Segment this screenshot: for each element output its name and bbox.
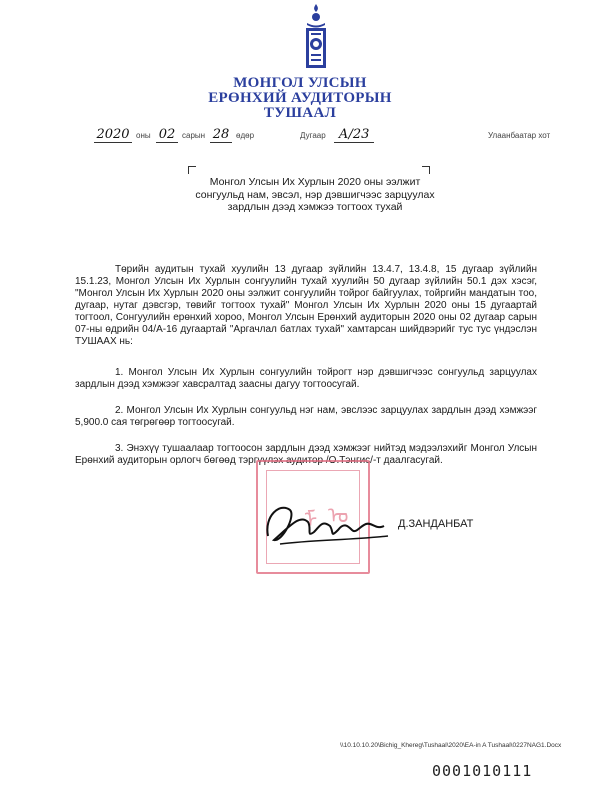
date-day-suffix: өдөр [236,131,255,140]
date-month-suffix: сарын [182,131,206,140]
date-number-line [90,127,590,147]
date-day: 28 [210,127,232,143]
order-number: А/23 [334,127,374,143]
date-year-suffix: оны [136,131,151,140]
handwritten-signature [260,496,400,556]
order-number-label: Дугаар [300,131,326,140]
official-stamp: ᠊ ᠮ ᠤ [256,460,370,574]
subject-bracket-left [188,166,196,174]
date-year: 2020 [94,127,132,143]
soyombo-emblem-icon [302,4,330,70]
subject-line1: Монгол Улсын Их Хурлын 2020 оны ээлжит [209,176,421,188]
order-preamble: Төрийн аудитын тухай хуулийн 13 дугаар зүйлийн 13.4.7, 13.4.8, 15 дугаар зүйлийн 15.1.23, Монгол Улсын Их Хурлын сонгуулийн тухай хуулийн 50 дугаар зүйлийн 50.1 дэх хэсэг, "Монгол Улсын Их Хурлын 2020 оны ээлжит сонгуулийн тойрог байгуулах, тойргийн мандатын тоо, дугаар, нутаг дэвсгэр, төвийг тогтоох тухай" Монгол Улсын Их Хурлын 2020 оны 15 дугаартай тогтоол, Сонгуулийн ерөнхий хороо, Монгол Улсын Ерөнхий аудиторын 2020 оны 02 дугаар сарын 07-ны өдрийн 04/А-16 дугаартай "Аргачлал батлах тухай" хамтарсан шийдвэрийг тус тус үндэслэн ТУШААХ нь: [75,264,537,347]
order-subject [180,176,450,214]
signer-name: Д.ЗАНДАНБАТ [398,518,474,530]
order-item-3: 3. Энэхүү тушаалаар тогтоосон зардлын дээд хэмжээг нийтэд мэдээлэхийг Монгол Улсын Ерөнхий аудиторын орлогч бөгөөд тэргүүлэх аудитор /О.Тэнгис/-т даалгасугай. [75,443,537,466]
order-item-1: 1. Монгол Улсын Их Хурлын сонгуулийн тойрогт нэр дэвшигчээс сонгуульд зарцуулах зардлын дээд хэмжээг хавсралтад заасны дагуу тогтоосугай. [75,367,537,390]
document-registry-number: 0001010111 [432,762,533,780]
subject-bracket-right [422,166,430,174]
subject-line3: зардлын дээд хэмжээ тогтоох тухай [227,201,403,213]
document-type-title: ТУШААЛ [263,105,337,121]
org-name-line1: МОНГОЛ УЛСЫН [233,75,367,91]
subject-line2: сонгуульд нам, эвсэл, нэр дэвшигчээс зарцуулах [195,188,435,201]
org-name-line2: ЕРӨНХИЙ АУДИТОРЫН [208,90,392,106]
place-name: Улаанбаатар хот [488,131,551,140]
order-item-2: 2. Монгол Улсын Их Хурлын сонгуульд нэг нам, эвслээс зарцуулах зардлын дээд хэмжээг 5,900.0 сая төгрөгөөр тогтоосугай. [75,405,537,428]
date-month: 02 [156,127,178,143]
file-path: \\10.10.10.20\Bichig_Khereg\Tushaal\2020\EA-in A Tushaal\0227NAG1.Docx [340,742,562,749]
